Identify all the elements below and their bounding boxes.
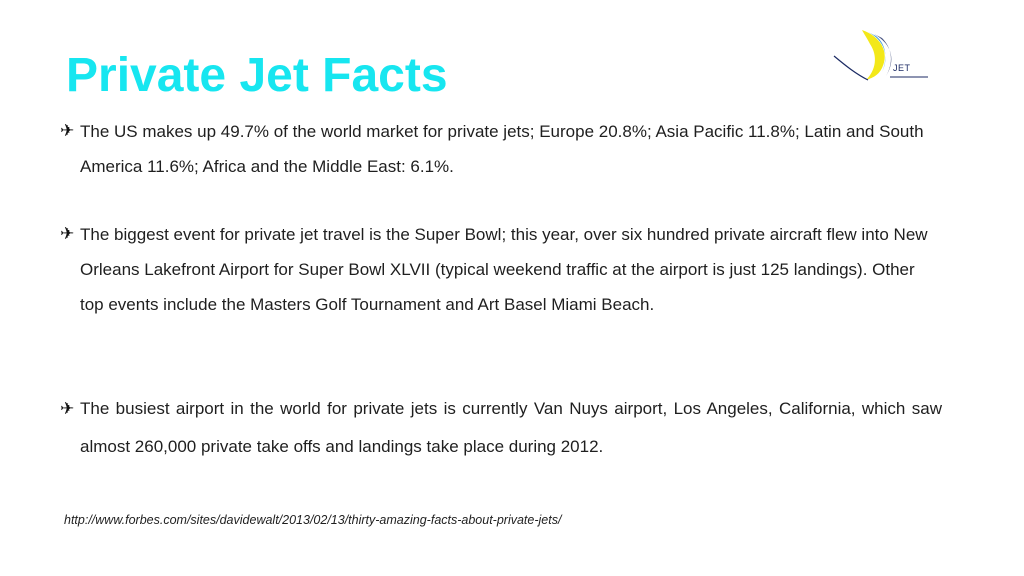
page-title: Private Jet Facts bbox=[66, 49, 448, 102]
airplane-icon: ✈ bbox=[60, 224, 75, 244]
source-link[interactable]: http://www.forbes.com/sites/davidewalt/2013/02/13/thirty-amazing-facts-about-private-jets/ bbox=[64, 513, 562, 527]
bullet-text: The biggest event for private jet travel is the Super Bowl; this year, over six hundred private aircraft flew into New Orleans Lakefront Airport for Super Bowl XLVII (typical weekend traffic at the airport is just 125 landings). Other top events include the Masters Golf Tournament and Art Basel Miami Beach. bbox=[80, 225, 928, 314]
bullet-item bbox=[60, 114, 942, 184]
bullet-text: The US makes up 49.7% of the world market for private jets; Europe 20.8%; Asia Pacific 11.8%; Latin and South America 11.6%; Africa and the Middle East: 6.1%. bbox=[80, 122, 924, 176]
logo-text: JET bbox=[893, 63, 911, 73]
jet-logo-icon bbox=[832, 26, 930, 82]
bullet-item bbox=[60, 217, 942, 322]
bullet-item bbox=[60, 390, 942, 466]
airplane-icon: ✈ bbox=[60, 121, 75, 141]
bullet-text: The busiest airport in the world for private jets is currently Van Nuys airport, Los Angeles, California, which saw almost 260,000 private take offs and landings take place during 2012. bbox=[80, 399, 942, 456]
airplane-icon: ✈ bbox=[60, 399, 75, 419]
